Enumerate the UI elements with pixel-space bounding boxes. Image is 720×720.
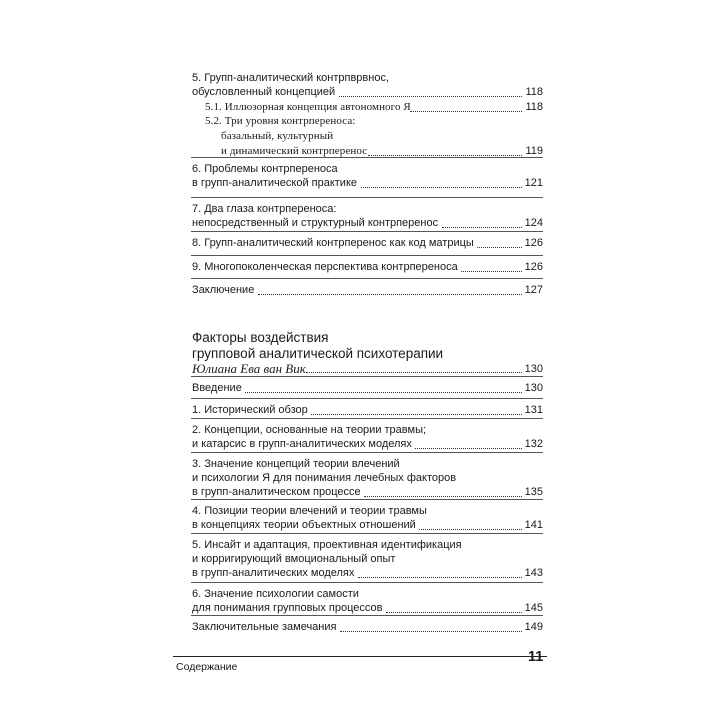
entry-title-line: 5.2. Три уровня контрпереноса: xyxy=(205,115,356,127)
entry-title-line: и катарсис в групп-аналитических моделях xyxy=(192,438,412,450)
entry-title-line: в групп-аналитическом процессе xyxy=(192,486,361,498)
entry-separator xyxy=(191,231,543,232)
section-title-line-2: групповой аналитической психотерапии xyxy=(192,346,444,361)
entry-page-number: 127 xyxy=(524,284,543,296)
entry-page-number: 141 xyxy=(524,519,543,531)
entry-separator xyxy=(191,197,543,198)
entry-title-line: и динамический контрперенос xyxy=(221,145,368,157)
entry-title-line: 5. Инсайт и адаптация, проективная идентификация xyxy=(192,539,462,551)
leader-dots xyxy=(442,227,522,228)
entry-page-number: 132 xyxy=(524,438,543,450)
entry-page-number: 143 xyxy=(524,567,543,579)
leader-dots xyxy=(311,414,522,415)
entry-separator xyxy=(191,533,543,534)
entry-separator xyxy=(191,398,543,399)
leader-dots xyxy=(386,612,522,613)
entry-title-line: и психологии Я для понимания лечебных факторов xyxy=(192,472,457,484)
entry-page-number: 121 xyxy=(524,177,543,189)
entry-page-number: 118 xyxy=(525,101,543,113)
entry-title-line: 3. Значение концепций теории влечений xyxy=(192,458,400,470)
entry-page-number: 118 xyxy=(525,86,543,98)
entry-separator xyxy=(191,582,543,583)
entry-page-number: 124 xyxy=(524,217,543,229)
entry-separator xyxy=(191,615,543,616)
leader-dots xyxy=(419,529,522,530)
entry-page-number: 149 xyxy=(524,621,543,633)
entry-title-line: 6. Значение психологии самости xyxy=(192,588,359,600)
entry-title-line: 2. Концепции, основанные на теории травмы; xyxy=(192,424,427,436)
entry-page-number: 126 xyxy=(524,261,543,273)
leader-dots xyxy=(368,155,522,156)
entry-title-line: Введение xyxy=(192,382,242,394)
entry-title-line: 4. Позиции теории влечений и теории травмы xyxy=(192,505,427,517)
leader-dots xyxy=(245,392,522,393)
entry-title-line: 7. Два глаза контрпереноса: xyxy=(192,203,337,215)
entry-title-line: 6. Проблемы контрпереноса xyxy=(192,163,338,175)
entry-title-line: в групп-аналитической практике xyxy=(192,177,358,189)
entry-separator xyxy=(191,255,543,256)
leader-dots xyxy=(358,577,522,578)
entry-title-line: 1. Исторический обзор xyxy=(192,404,308,416)
entry-title-line: в групп-аналитических моделях xyxy=(192,567,355,579)
leader-dots xyxy=(340,631,522,632)
entry-separator xyxy=(191,376,543,377)
entry-page-number: 131 xyxy=(524,404,543,416)
entry-separator xyxy=(191,499,543,500)
leader-dots xyxy=(410,111,522,112)
entry-title-line: и корригирующий вмоциональный опыт xyxy=(192,553,396,565)
entry-separator xyxy=(191,157,543,158)
section-author: Юлиана Ева ван Вик xyxy=(192,361,306,376)
entry-title-line: 8. Групп-аналитический контрперенос как код матрицы xyxy=(192,237,474,249)
entry-page-number: 145 xyxy=(524,602,543,614)
entry-title-line: 5. Групп-аналитический контрпврвнос, xyxy=(192,72,389,84)
footer-page-number: 11 xyxy=(528,649,544,665)
author-page-number: 130 xyxy=(524,363,543,375)
footer-section-label: Содержание xyxy=(176,661,238,673)
leader-dots xyxy=(339,96,522,97)
entry-separator xyxy=(191,418,543,419)
entry-title-line: обусловленный концепцией xyxy=(192,86,336,98)
entry-title-line: Заключительные замечания xyxy=(192,621,337,633)
entry-title-line: для понимания групповых процессов xyxy=(192,602,383,614)
entry-separator xyxy=(191,278,543,279)
section-title-line-1: Факторы воздействия xyxy=(192,330,329,345)
entry-title-line: базальный, культурный xyxy=(221,130,334,142)
leader-dots xyxy=(258,294,522,295)
entry-page-number: 135 xyxy=(524,486,543,498)
entry-title-line: непосредственный и структурный контрперенос xyxy=(192,217,439,229)
entry-page-number: 126 xyxy=(524,237,543,249)
author-leader-dots xyxy=(306,372,522,373)
entry-page-number: 119 xyxy=(525,145,543,157)
entry-title-line: 9. Многопоколенческая перспектива контрпереноса xyxy=(192,261,458,273)
entry-page-number: 130 xyxy=(524,382,543,394)
footer-rule xyxy=(173,656,547,657)
leader-dots xyxy=(364,496,522,497)
entry-title-line: в концепциях теории объектных отношений xyxy=(192,519,416,531)
entry-separator xyxy=(191,452,543,453)
entry-title-line: 5.1. Иллюзорная концепция автономного Я xyxy=(205,101,411,113)
leader-dots xyxy=(361,187,522,188)
entry-title-line: Заключение xyxy=(192,284,255,296)
leader-dots xyxy=(415,448,522,449)
